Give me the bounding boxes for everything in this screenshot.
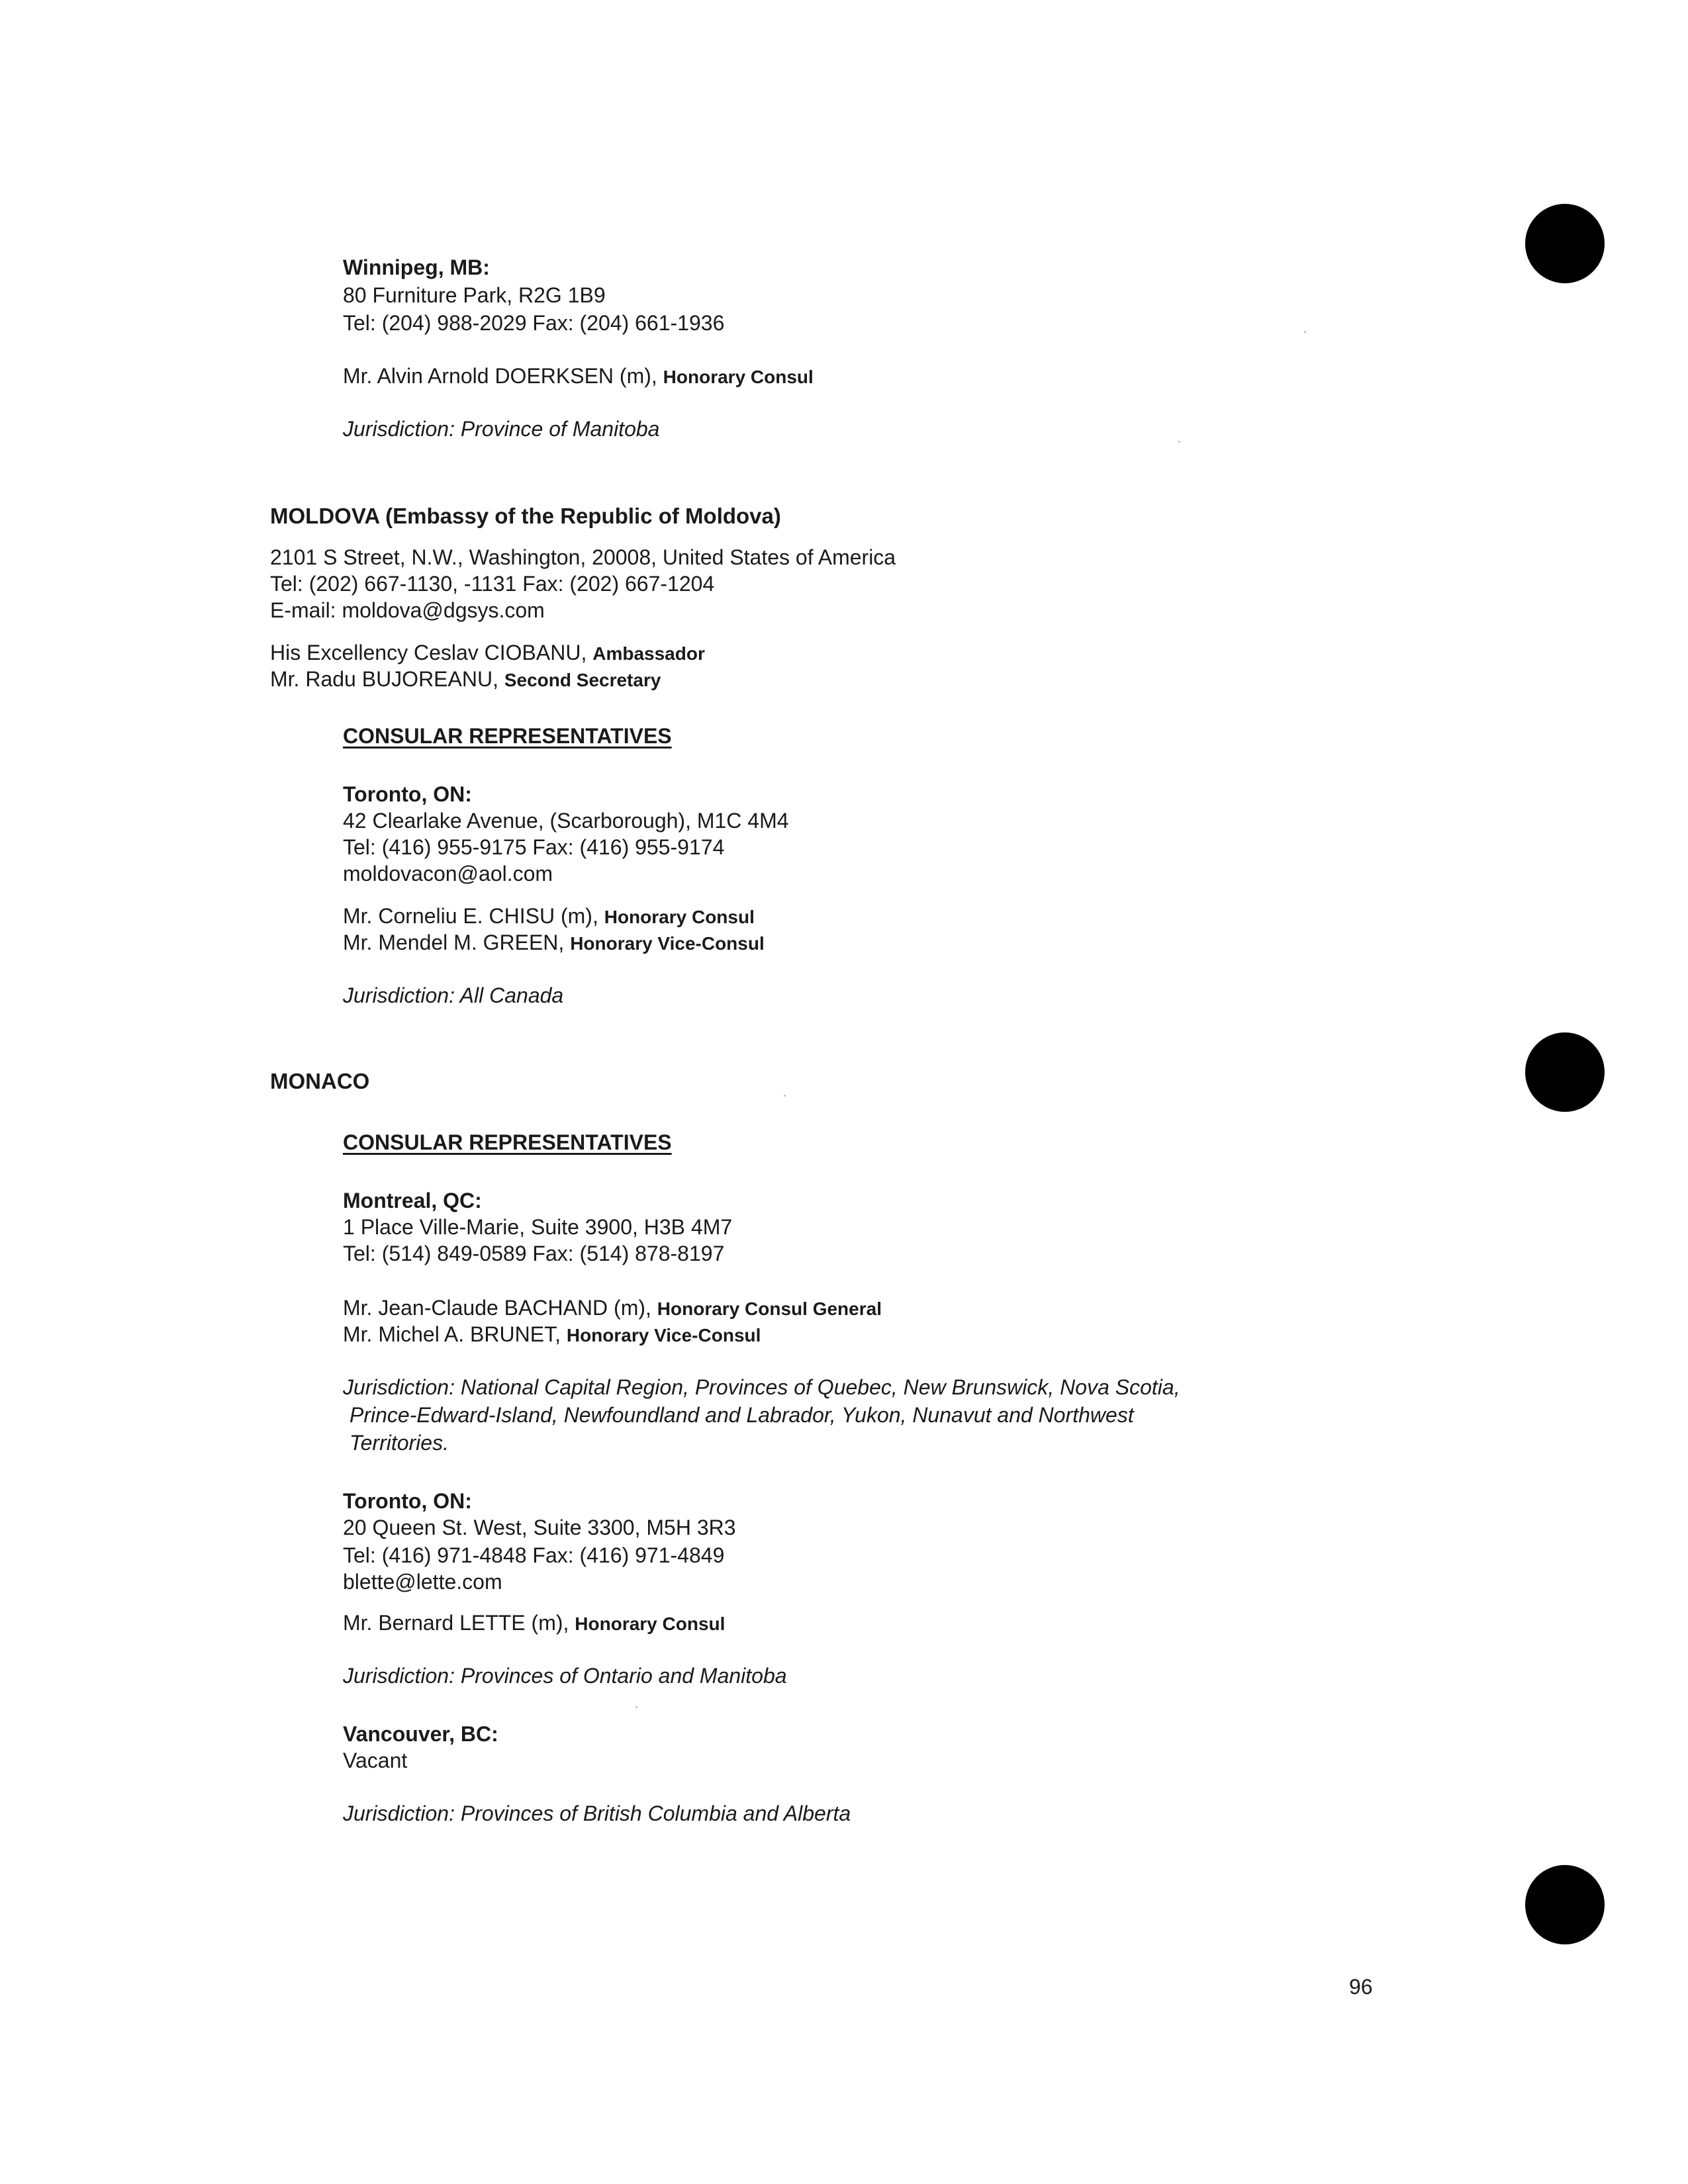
winnipeg-tel-fax: Tel: (204) 988-2029 Fax: (204) 661-1936 <box>343 311 725 335</box>
moldova-toronto-tel-fax: Tel: (416) 955-9175 Fax: (416) 955-9174 <box>343 835 725 859</box>
person-name: Mr. Jean-Claude BACHAND (m), <box>343 1296 651 1320</box>
punch-hole-top <box>1525 204 1605 283</box>
moldova-heading: MOLDOVA (Embassy of the Republic of Moldova) <box>270 504 781 528</box>
person-name: Mr. Bernard LETTE (m), <box>343 1611 569 1635</box>
person-title: Honorary Consul <box>663 367 814 387</box>
moldova-email: E-mail: moldova@dgsys.com <box>270 598 545 622</box>
scan-speck <box>1178 441 1180 443</box>
person-name: Mr. Corneliu E. CHISU (m), <box>343 904 598 928</box>
official-name: His Excellency Ceslav CIOBANU, <box>270 641 587 664</box>
scan-speck <box>784 1095 786 1097</box>
winnipeg-city: Winnipeg, MB: <box>343 255 490 279</box>
scan-speck <box>635 1706 637 1708</box>
monaco-montreal-city: Montreal, QC: <box>343 1189 482 1212</box>
person-name: Mr. Michel A. BRUNET, <box>343 1322 561 1346</box>
punch-hole-middle <box>1525 1032 1605 1112</box>
official-name: Mr. Radu BUJOREANU, <box>270 667 498 691</box>
moldova-tel-fax: Tel: (202) 667-1130, -1131 Fax: (202) 667-1204 <box>270 572 715 596</box>
monaco-toronto-city: Toronto, ON: <box>343 1489 472 1513</box>
punch-hole-bottom <box>1525 1865 1605 1944</box>
moldova-consular-heading: CONSULAR REPRESENTATIVES <box>343 724 672 748</box>
monaco-vancouver-status: Vacant <box>343 1749 408 1772</box>
moldova-toronto-person-consul <box>343 903 755 931</box>
winnipeg-address: 80 Furniture Park, R2G 1B9 <box>343 283 606 307</box>
moldova-address: 2101 S Street, N.W., Washington, 20008, United States of America <box>270 545 896 569</box>
moldova-toronto-person-vice-consul <box>343 929 765 957</box>
monaco-toronto-person <box>343 1610 725 1637</box>
monaco-vancouver-jurisdiction: Jurisdiction: Provinces of British Columbia and Alberta <box>343 1801 851 1825</box>
monaco-toronto-email: blette@lette.com <box>343 1570 502 1594</box>
person-title: Honorary Consul General <box>657 1298 882 1319</box>
moldova-toronto-jurisdiction: Jurisdiction: All Canada <box>343 983 564 1007</box>
person-title: Honorary Vice-Consul <box>570 933 765 954</box>
monaco-montreal-tel-fax: Tel: (514) 849-0589 Fax: (514) 878-8197 <box>343 1242 725 1265</box>
moldova-toronto-city: Toronto, ON: <box>343 782 472 806</box>
moldova-toronto-address: 42 Clearlake Avenue, (Scarborough), M1C 4M4 <box>343 809 789 833</box>
monaco-montreal-jurisdiction-line-1: Jurisdiction: National Capital Region, Provinces of Quebec, New Brunswick, Nova Scotia, <box>343 1375 1180 1399</box>
official-title: Ambassador <box>592 643 705 664</box>
monaco-toronto-address: 20 Queen St. West, Suite 3300, M5H 3R3 <box>343 1516 736 1539</box>
moldova-official-ambassador <box>270 639 705 667</box>
official-title: Second Secretary <box>504 670 661 690</box>
monaco-montreal-person-vice-consul <box>343 1321 761 1349</box>
monaco-montreal-jurisdiction-line-3: Territories. <box>350 1431 449 1455</box>
person-title: Honorary Consul <box>575 1614 726 1634</box>
monaco-toronto-jurisdiction: Jurisdiction: Provinces of Ontario and Manitoba <box>343 1664 787 1688</box>
person-title: Honorary Consul <box>604 907 755 927</box>
winnipeg-jurisdiction: Jurisdiction: Province of Manitoba <box>343 417 660 441</box>
monaco-montreal-jurisdiction-line-2: Prince-Edward-Island, Newfoundland and Labrador, Yukon, Nunavut and Northwest <box>350 1403 1134 1427</box>
page-number: 96 <box>1349 1975 1373 1999</box>
moldova-toronto-email: moldovacon@aol.com <box>343 862 553 886</box>
winnipeg-person <box>343 363 814 390</box>
monaco-vancouver-city: Vancouver, BC: <box>343 1722 498 1746</box>
person-title: Honorary Vice-Consul <box>566 1325 761 1345</box>
monaco-toronto-tel-fax: Tel: (416) 971-4848 Fax: (416) 971-4849 <box>343 1543 725 1567</box>
moldova-official-secretary <box>270 666 661 694</box>
monaco-heading: MONACO <box>270 1069 370 1093</box>
monaco-montreal-address: 1 Place Ville-Marie, Suite 3900, H3B 4M7 <box>343 1215 733 1239</box>
monaco-montreal-person-consul-general <box>343 1295 882 1322</box>
scan-speck <box>1304 331 1306 333</box>
person-name: Mr. Alvin Arnold DOERKSEN (m), <box>343 364 657 388</box>
person-name: Mr. Mendel M. GREEN, <box>343 931 565 954</box>
monaco-consular-heading: CONSULAR REPRESENTATIVES <box>343 1130 672 1154</box>
